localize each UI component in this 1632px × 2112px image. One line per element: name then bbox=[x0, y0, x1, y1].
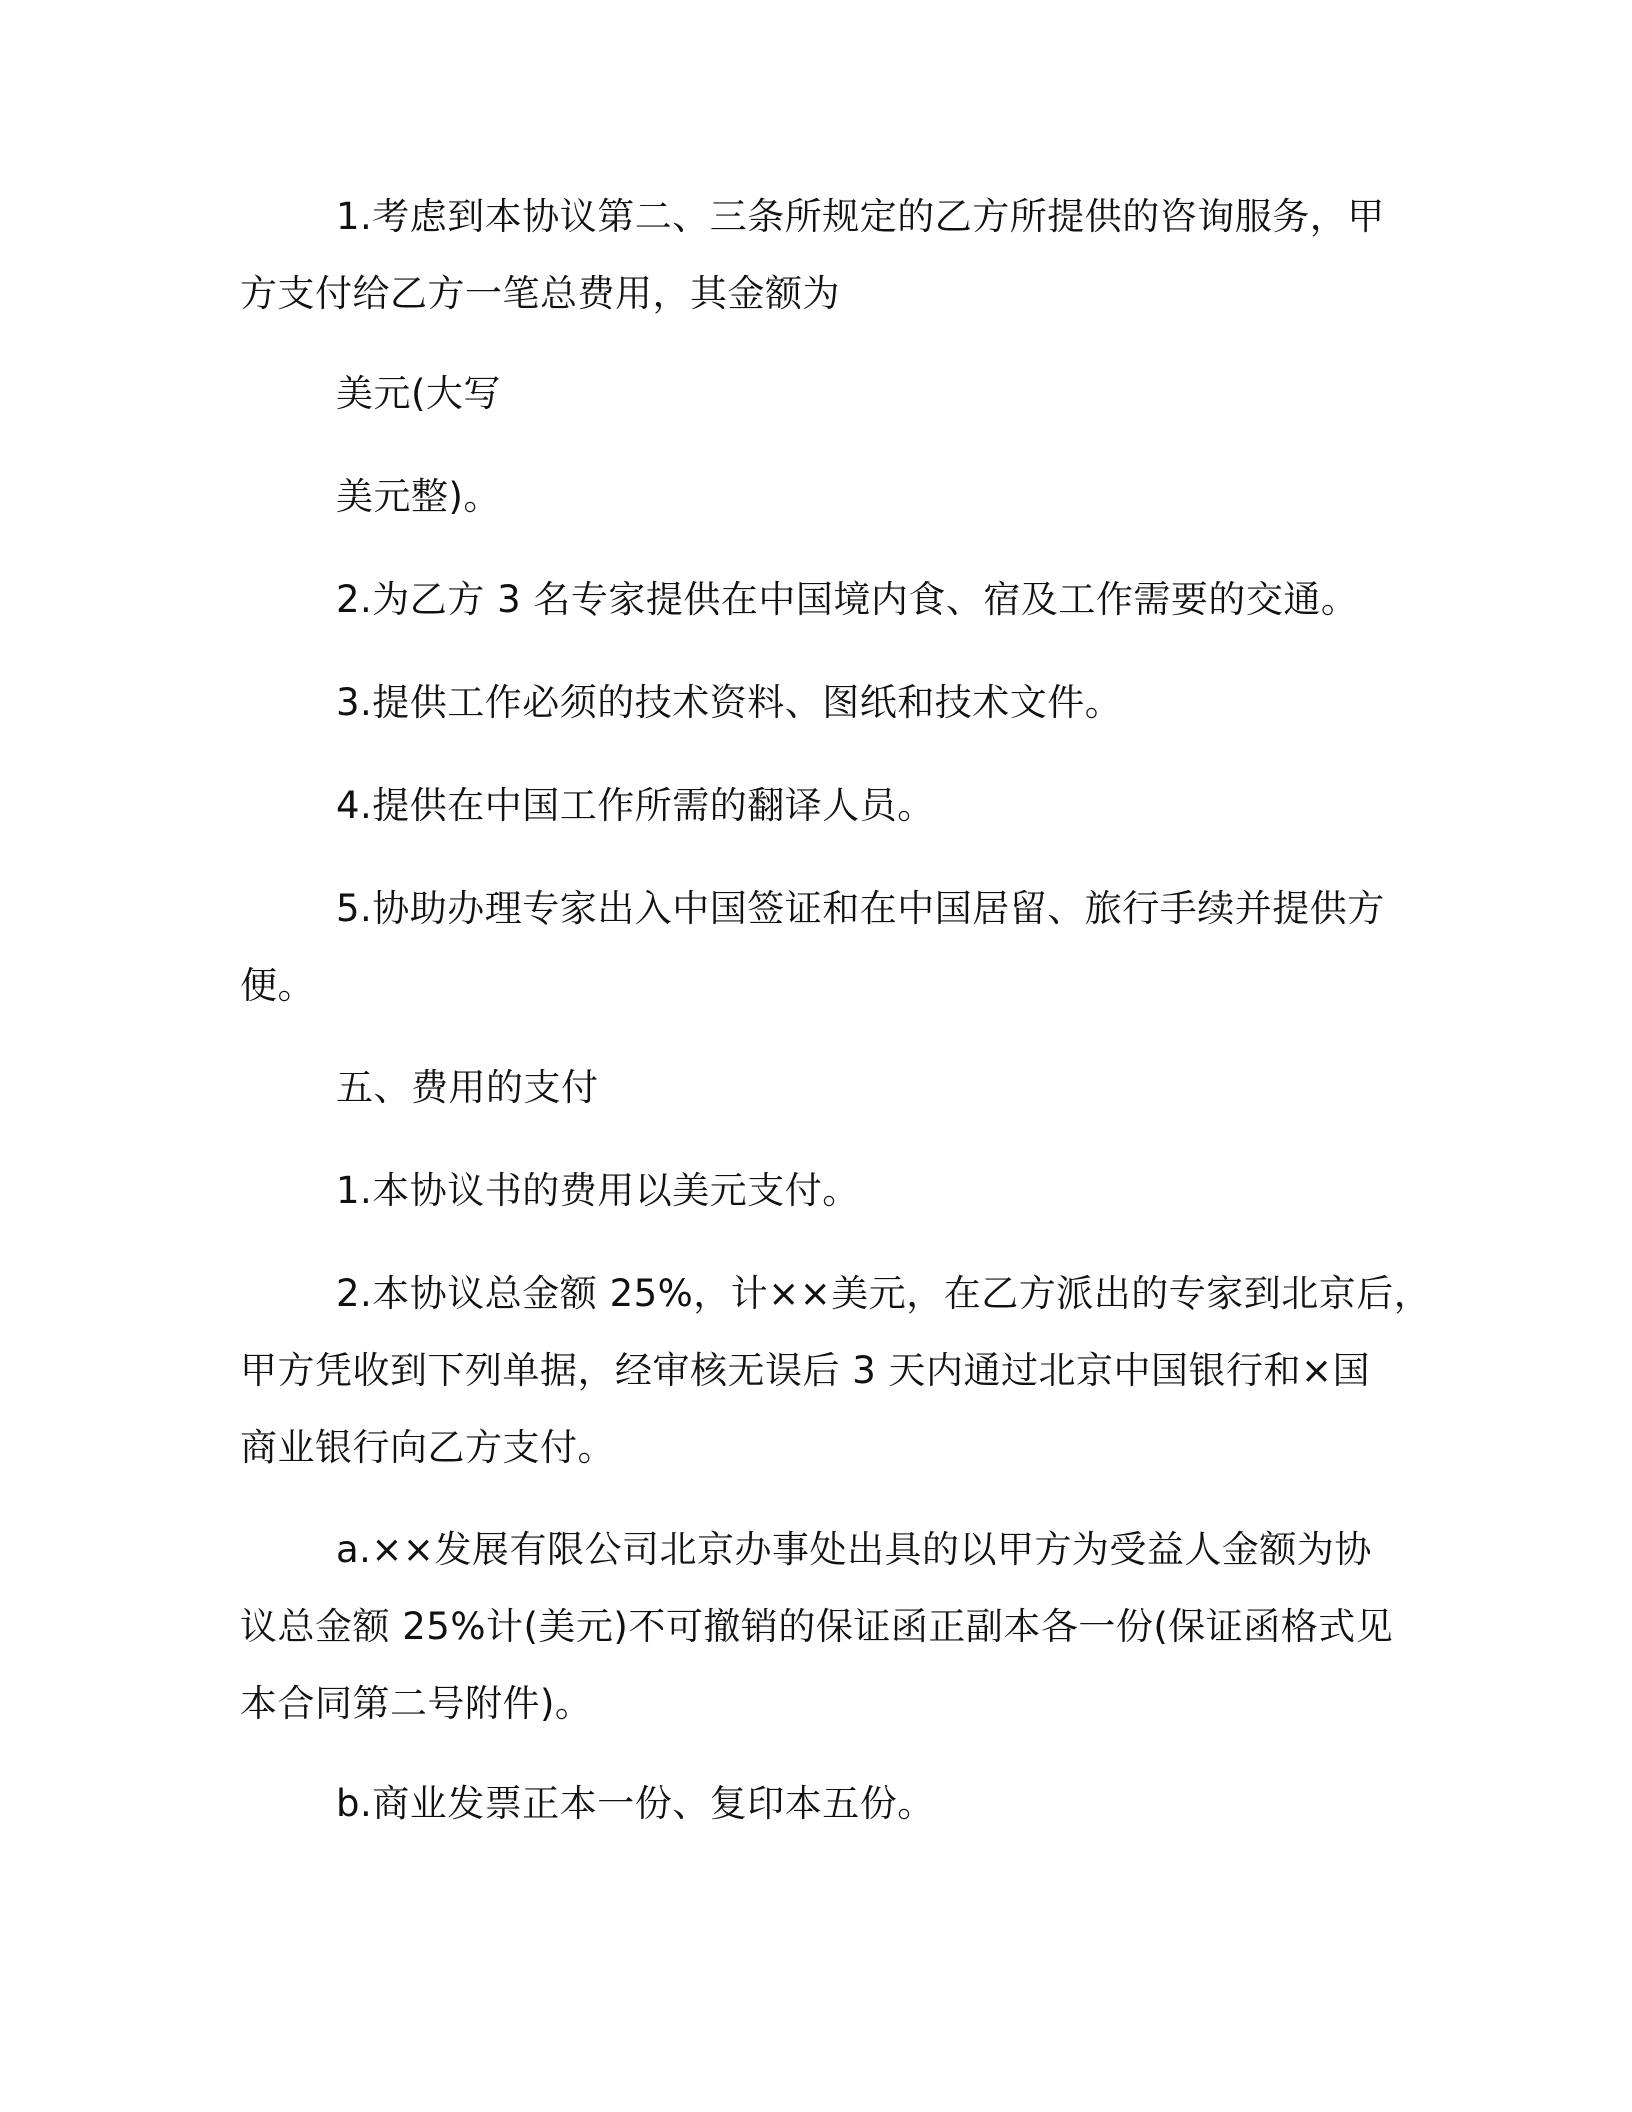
text-line: 1.考虑到本协议第二、三条所规定的乙方所提供的咨询服务，甲 bbox=[336, 195, 1385, 238]
paragraph-translators bbox=[240, 767, 1420, 844]
text-line: 4.提供在中国工作所需的翻译人员。 bbox=[336, 784, 935, 827]
text-line: 商业银行向乙方支付。 bbox=[240, 1426, 615, 1469]
paragraph-visa-assistance bbox=[240, 870, 1420, 1024]
text-line: 议总金额 25%计(美元)不可撤销的保证函正副本各一份(保证函格式见 bbox=[240, 1605, 1394, 1648]
text-line: 2.为乙方 3 名专家提供在中国境内食、宿及工作需要的交通。 bbox=[336, 578, 1359, 621]
paragraph-payment-25-percent bbox=[240, 1255, 1432, 1486]
text-line: 本合同第二号附件)。 bbox=[240, 1682, 593, 1725]
paragraph-fee-total bbox=[240, 178, 1420, 332]
paragraph-payment-currency bbox=[240, 1152, 1420, 1229]
text-line: 美元整)。 bbox=[336, 475, 501, 518]
paragraph-guarantee-letter bbox=[240, 1511, 1420, 1742]
paragraph-commercial-invoice bbox=[240, 1765, 1420, 1842]
paragraph-usd-whole bbox=[240, 458, 1420, 535]
text-line: 5.协助办理专家出入中国签证和在中国居留、旅行手续并提供方 bbox=[336, 887, 1385, 930]
text-line: 2.本协议总金额 25%，计××美元，在乙方派出的专家到北京后， bbox=[336, 1272, 1432, 1315]
text-line: 3.提供工作必须的技术资料、图纸和技术文件。 bbox=[336, 681, 1123, 724]
text-line: 1.本协议书的费用以美元支付。 bbox=[336, 1169, 860, 1212]
paragraph-experts-lodging bbox=[240, 561, 1420, 638]
section-heading-payment bbox=[240, 1049, 1420, 1126]
text-line: a.××发展有限公司北京办事处出具的以甲方为受益人金额为协 bbox=[336, 1528, 1372, 1571]
paragraph-technical-materials bbox=[240, 664, 1420, 741]
text-line: b.商业发票正本一份、复印本五份。 bbox=[336, 1782, 935, 1825]
text-line: 便。 bbox=[240, 964, 315, 1007]
text-line: 五、费用的支付 bbox=[336, 1066, 599, 1109]
paragraph-usd-amount bbox=[240, 355, 1420, 432]
text-line: 甲方凭收到下列单据，经审核无误后 3 天内通过北京中国银行和×国 bbox=[240, 1349, 1371, 1392]
text-line: 方支付给乙方一笔总费用，其金额为 bbox=[240, 272, 840, 315]
text-line: 美元(大写 bbox=[336, 372, 501, 415]
